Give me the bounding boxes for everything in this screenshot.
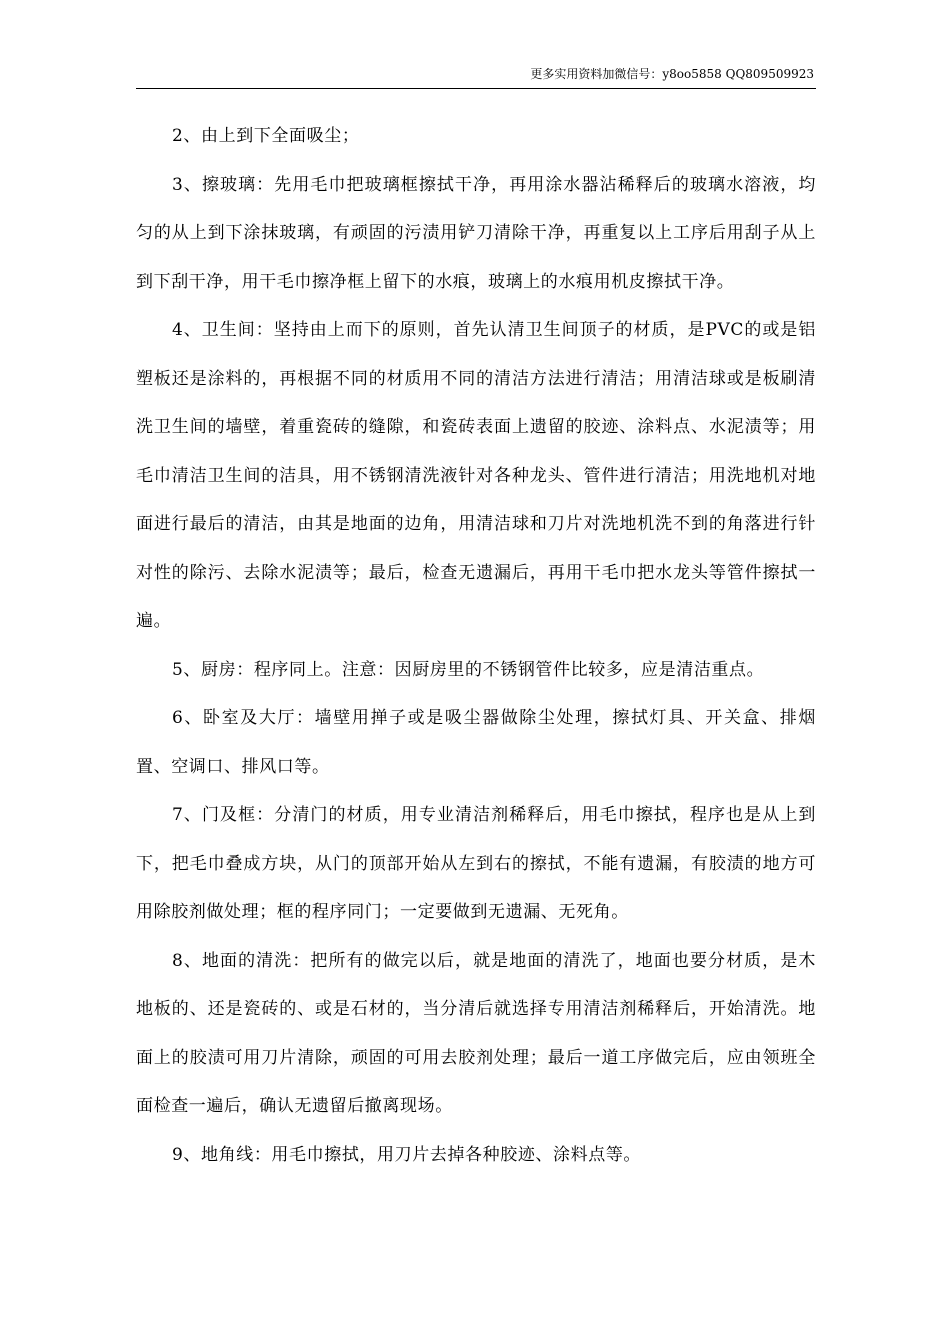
paragraph-step-2: 2、由上到下全面吸尘； <box>172 126 360 146</box>
paragraph-step-6: 6、卧室及大厅：墙壁用掸子或是吸尘器做除尘处理，擦拭灯具、开关盒、排烟置、空调口、排风口等。 <box>136 708 816 777</box>
paragraph-step-8: 8、地面的清洗：把所有的做完以后，就是地面的清洗了，地面也要分材质，是木地板的、还是瓷砖的、或是石材的，当分清后就选择专用清洁剂稀释后，开始清洗。地面上的胶渍可用刀片清除，顽固的可用去胶剂处理；最后一道工序做完后，应由领班全面检查一遍后，确认无遗留后撤离现场。 <box>136 950 816 1116</box>
paragraph-step-5: 5、厨房：程序同上。注意：因厨房里的不锈钢管件比较多，应是清洁重点。 <box>172 659 765 680</box>
paragraph-step-7: 7、门及框：分清门的材质，用专业清洁剂稀释后，用毛巾擦拭，程序也是从上到下，把毛巾叠成方块，从门的顶部开始从左到右的擦拭，不能有遗漏，有胶渍的地方可用除胶剂做处理；框的程序同门；一定要做到无遗漏、无死角。 <box>136 805 816 922</box>
header-text: 更多实用资料加微信号：y8oo5858 QQ809509923 <box>530 67 814 81</box>
paragraph-step-9: 9、地角线：用毛巾擦拭，用刀片去掉各种胶迹、涂料点等。 <box>172 1144 642 1165</box>
paragraph-step-3: 3、擦玻璃：先用毛巾把玻璃框擦拭干净，再用涂水器沾稀释后的玻璃水溶液，均匀的从上到下涂抹玻璃，有顽固的污渍用铲刀清除干净，再重复以上工序后用刮子从上到下刮干净，用干毛巾擦净框上留下的水痕，玻璃上的水痕用机皮擦拭干净。 <box>136 174 816 292</box>
paragraph-step-4: 4、卫生间：坚持由上而下的原则，首先认清卫生间顶子的材质，是PVC的或是铝塑板还是涂料的，再根据不同的材质用不同的清洁方法进行清洁；用清洁球或是板刷清洗卫生间的墙壁，着重瓷砖的缝隙，和瓷砖表面上遗留的胶迹、涂料点、水泥渍等；用毛巾清洁卫生间的洁具，用不锈钢清洗液针对各种龙头、管件进行清洁；用洗地机对地面进行最后的清洁，由其是地面的边角，用清洁球和刀片对洗地机洗不到的角落进行针对性的除污、去除水泥渍等；最后，检查无遗漏后，再用干毛巾把水龙头等管件擦拭一遍。 <box>136 320 816 631</box>
document-body <box>136 112 816 1179</box>
page-header <box>136 62 816 89</box>
